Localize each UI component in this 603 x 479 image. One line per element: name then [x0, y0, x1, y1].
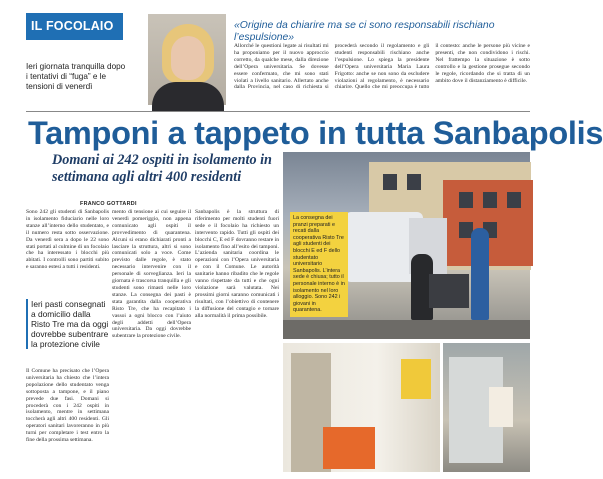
- section-kicker: IL FOCOLAIO: [26, 13, 123, 40]
- page-headline: Tamponi a tappeto in tutta Sanbapolis: [28, 115, 603, 151]
- divider-rule: [26, 111, 530, 112]
- interior-photo: [283, 343, 440, 472]
- article-column-3: Sanbapolis è la struttura di riferimento per molti studenti fuori sede e il focolaio ha richiesto un intervento rapido. Tutti gli ospiti dei blocchi C, E ed F dovranno restare in isolamento fino all’esito dei tamponi. L’azienda sanitaria coordina le operazioni con l’Opera universitaria e con il Comune. Le autorità sanitarie hanno ribadito che le regole vanno rispettate da tutti e che ogni violazione sarà valutata. Nei prossimi giorni saranno comunicati i risultati, con l’obiettivo di contenere la diffusione del contagio e tornare alla normalità il prima possibile.: [195, 209, 279, 319]
- page-subhead: Domani ai 242 ospiti in isolamento in settimana agli altri 400 residenti: [52, 152, 272, 185]
- quote-headline: «Origine da chiarire ma se ci sono responsabili rischiano l’espulsione»: [234, 20, 495, 43]
- article-column-2: mento di tensione ai cui seguire il venerdì pomeriggio, non appena comunicato agli ospiti il provvedimento di quarantena. Alcuni si erano dichiarati pronti a lasciare la struttura, altri si sono comunicati solo a voce. Come previsto dalle regole, è stato necessario intervenire con il personale di sorveglianza. Ieri la giornata è trascorsa tranquilla e gli studenti sono rimasti nelle loro stanze. La consegna dei pasti è stata garantita dalla cooperativa Risto Tre, che ha recapitato i vassoi a ogni blocco con l’aiuto degli addetti dell’Opera universitaria. Da oggi dovrebbe subentrare la protezione civile.: [112, 209, 191, 340]
- portrait-caption: Ieri giornata tranquilla dopo i tentativi di “fuga” e le tensioni di venerdì: [26, 62, 126, 91]
- pull-quote: Ieri pasti consegnati a domicilio dalla Risto Tre ma da oggi dovrebbe subentrare la protezione civile: [26, 299, 109, 349]
- photo-caption: La consegna dei pranzi preparati e recati dalla cooperativa Risto Tre agli studenti dei blocchi E ed F dello studentato universitario Sanbapolis. L’intera sede è chiusa; tutto il personale interno è in isolamento nel loro alloggio. Sono 242 i giovani in quarantena.: [290, 212, 348, 317]
- portrait-photo: [148, 14, 226, 105]
- byline: FRANCO GOTTARDI: [80, 201, 137, 207]
- entrance-photo: [443, 343, 530, 472]
- article-column-1b: Il Comune ha precisato che l’Opera universitaria ha chiesto che l’intera popolazione dello studentato venga sottoposta a tampone, e il piano prevede due fasi. Domani si procederà con i 242 ospiti in isolamento, mentre in settimana toccherà agli altri 400 residenti. Gli operatori sanitari lavoreranno in più turni per completare i test entro la fine della prossima settimana.: [26, 368, 109, 444]
- quote-body-text: Allorché le questioni legate ai risultati mi ha proponiamo per il nuovo approccio corretto, da qualche mese, dalla direzione dell’Opera universitaria. Se dovesse essere confermato, che mi sono stati violati a livello sanitario. Allertato anche dalla Provincia, nel caso di richiesta si procederà secondo il regolamento e gli studenti responsabili rischiano anche l’espulsione. Lo spiega la presidente dell’Opera universitaria Maria Laura Frigotto: anche se non sono da escludere violazioni al regolamento, è necessario chiarire. Quello che mi preoccupa è tutto il contesto: anche le persone più vicine e presenti, che non condividono i rischi. Nel frattempo la situazione è sotto controllo e la gestione prosegue secondo le regole, ricordando che si tratta di un ambito dove il distanziamento è difficile.: [234, 43, 530, 91]
- article-column-1a: Sono 242 gli studenti di Sanbapolis in isolamento fiduciario nelle loro stanze all’interno dello studentato, e il numero resta sotto osservazione. Da venerdì sera a dopo le 22 sono stati portati al culmine di un focolaio che ha interessato i blocchi più abitati. I controlli sono partiti subito e saranno estesi a tutti i residenti.: [26, 209, 109, 271]
